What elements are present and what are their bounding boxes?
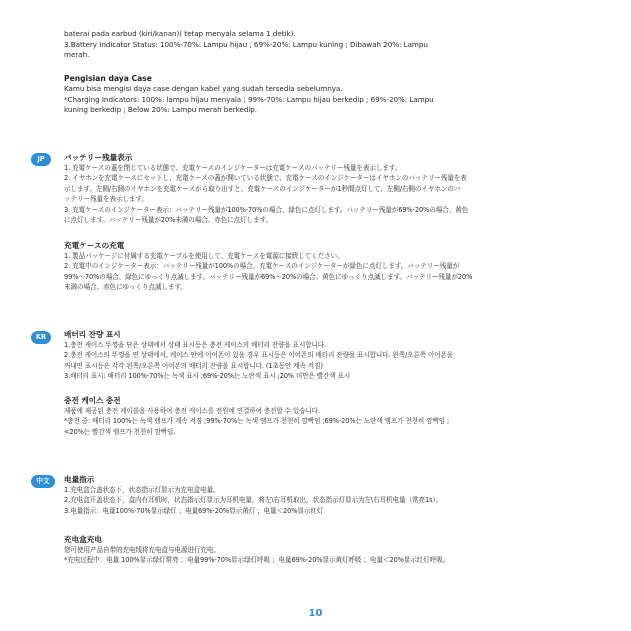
- text-line: 3.电量指示：电量100%-70%显示绿灯 ；电量69%-20%显示黄灯 ；电量＜20%显示红灯: [64, 506, 324, 515]
- text-line: 1.충전 케이스 뚜껑을 닫은 상태에서 상태 표시등은 충전 케이스의 배터리 잔량을 표시합니다.: [64, 341, 327, 349]
- text-line: 2.充电盒开盖状态下，盒内有耳机时，状态指示灯显示为耳机电量，将左\右耳机取出，状态指示灯显示为左\右耳机电量（常亮1s）。: [64, 496, 443, 505]
- text-line: 2.충전 케이스의 뚜껑을 연 상태에서, 케이스 안에 이어폰이 있을 경우 표시등은 이어폰의 배터리 잔량을 표시합니다. 왼쪽/오른쪽 이어폰을: [64, 351, 453, 360]
- text-line: 3.배터리 표시: 배터리 100%-70%는 녹색 표시 ;69%-20%는 노란색 표시 ;20% 미만은 빨간색 표시: [64, 372, 351, 381]
- section-heading: 배터리 잔량 표시: [64, 330, 121, 339]
- text-line: 您可使用产品自带的充电线将充电盒与电源进行充电。: [64, 546, 220, 554]
- text-line: 제품에 제공된 충전 케이블을 사용하여 충전 케이스를 전원에 연결하여 충전할 수 있습니다.: [64, 407, 320, 415]
- page-number: 10: [308, 608, 323, 619]
- text-line: merah.: [64, 50, 90, 60]
- section-heading: 充電ケースの充電: [64, 241, 125, 250]
- text-line: に点灯します。バッテリー残量が20%未満の場合、赤色に点灯します。: [64, 216, 273, 225]
- text-line: 꺼내면 표시등은 각각 왼쪽/오른쪽 이어폰의 배터리 잔량을 표시합니다. (1초동안 계속 켜짐): [64, 361, 323, 370]
- jp-battery-section: [64, 152, 604, 225]
- language-badge-jp: JP: [31, 153, 51, 166]
- language-badge-kr: KR: [31, 331, 51, 344]
- kr-case-section: [64, 395, 604, 437]
- section-heading: バッテリー残量表示: [64, 153, 133, 162]
- text-line: 1. 充電ケースの蓋を閉じている状態で、充電ケースのインジケーターは充電ケースのバッテリー残量を表示します。: [64, 164, 402, 172]
- text-line: 示します。左側/右側のイヤホンを充電ケースから取り出すと、充電ケースのインジケーターが1秒間点灯して、左側/右側のイヤホンのバ: [64, 184, 461, 193]
- text-line: kuning berkedip ; Below 20%: Lampu merah berkedip.: [64, 105, 258, 115]
- section-heading: 电量指示: [64, 475, 95, 484]
- id-case-section: [64, 73, 604, 116]
- text-line: 2. 充電中のインジケーター表示：バッテリー残量が100%の場合、充電ケースのインジケーターが緑色に点灯します。バッテリー残量が: [64, 262, 460, 271]
- text-line: 未満の場合、赤色にゆっくり点滅します。: [64, 283, 187, 292]
- cn-battery-section: [64, 474, 604, 516]
- text-line: *充电过程中：电量 100%显示绿灯常亮 ；电量99%-70%显示绿灯呼吸 ；电量69%-20%显示黄灯呼吸 ；电量＜20%显示红灯呼吸。: [64, 556, 450, 565]
- id-battery-section: [64, 29, 604, 61]
- text-line: 1.充电盒合盖状态下，状态指示灯显示为充电盒电量。: [64, 486, 220, 494]
- text-line: 1. 製品パッケージに付属する充電ケーブルを使用して、充電ケースを電源に接続してください。: [64, 252, 344, 260]
- section-heading: Pengisian daya Case: [64, 74, 152, 83]
- text-line: baterai pada earbud (kiri/kanan)( tetap menyala selama 1 detik).: [64, 29, 296, 38]
- text-line: 3.Battery Indicator Status: 100%-70%: Lampu hijau ; 69%-20%: Lampu kuning ; Dibawah 20%: Lampu: [64, 39, 428, 49]
- language-badge-cn: 中文: [31, 475, 55, 488]
- text-line: <20%는 빨간색 램프가 천천히 깜빡임.: [64, 427, 176, 436]
- text-line: *Charging Indicators: 100%: lampu hijau menyala ; 99%-70%: Lampu hijau berkedip ; 69%-20%: Lampu: [64, 94, 434, 104]
- text-line: ッテリー残量を表示します。: [64, 195, 148, 204]
- text-line: Kamu bisa mengisi daya case dengan kabel yang sudah tersedia sebelumnya.: [64, 84, 343, 93]
- jp-case-section: [64, 240, 604, 293]
- section-heading: 充电盒充电: [64, 535, 102, 544]
- text-line: 2. イヤホンを充電ケースにセットし、充電ケースの蓋が開いている状態で、充電ケースのインジケーターはイヤホンのバッテリー残量を表: [64, 174, 467, 183]
- text-line: 3. 充電ケースのインジケーター表示：バッテリー残量が100%-70%の場合、緑色に点灯します。バッテリー残量が69%-20%の場合、黄色: [64, 205, 469, 214]
- text-line: 99%～70%の場合、緑色にゆっくり点滅します。バッテリー残量が69%～20%の場合、黄色にゆっくり点滅します。バッテリー残量が20%: [64, 272, 473, 281]
- text-line: *충전 중: 배터리 100%는 녹색 램프가 계속 켜짐 ;99%-70%는 녹색 램프가 천천히 깜빡임 ;69%-20%는 노란색 램프가 천천히 깜빡임 ;: [64, 417, 450, 426]
- section-heading: 충전 케이스 충전: [64, 396, 121, 405]
- cn-case-section: [64, 534, 604, 566]
- kr-battery-section: [64, 329, 604, 382]
